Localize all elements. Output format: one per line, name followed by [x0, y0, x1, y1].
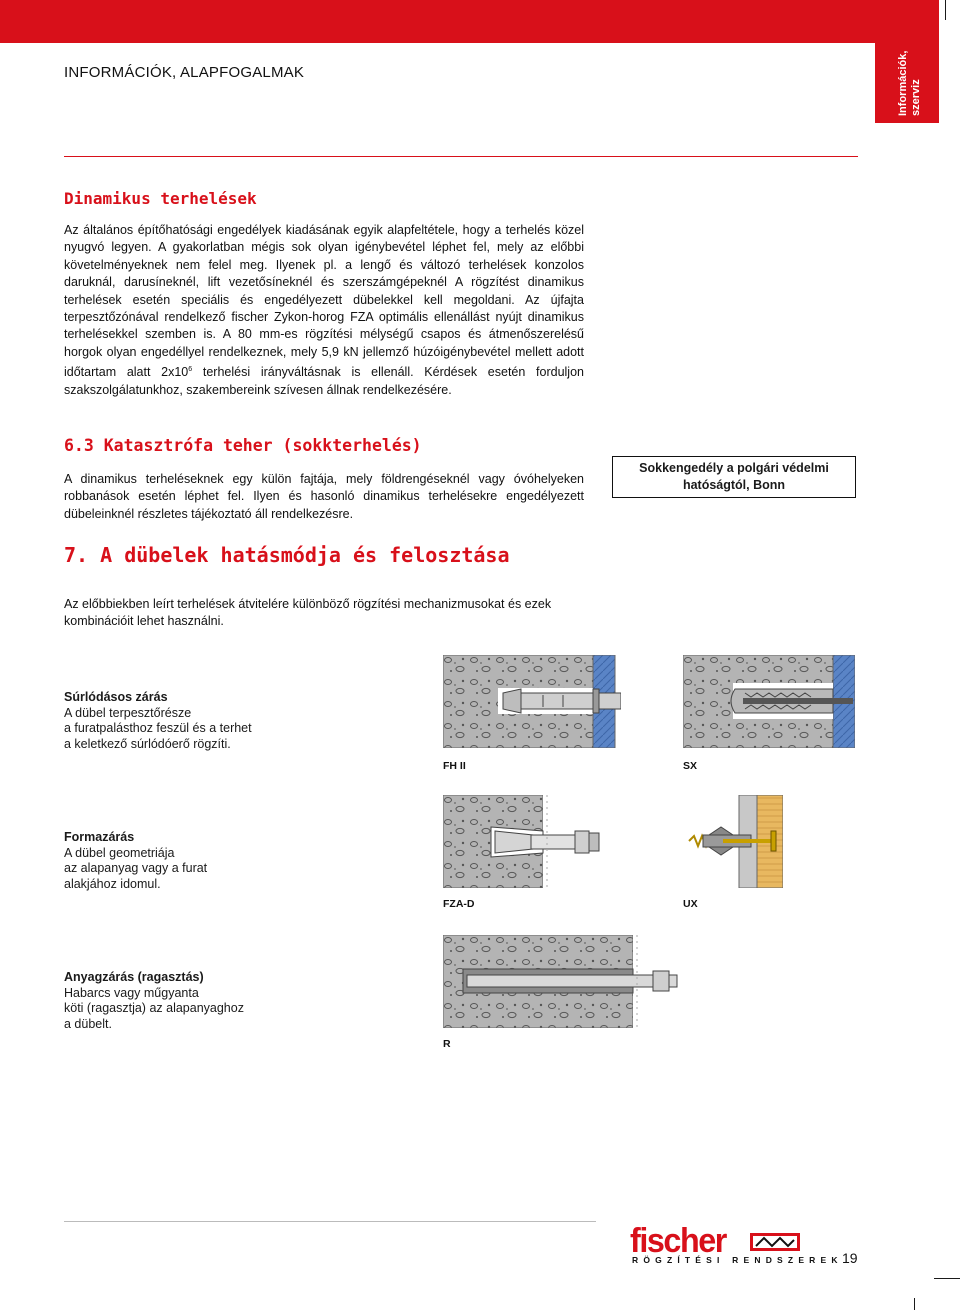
shock-approval-box: Sokkengedély a polgári védelmi hatóságtól, Bonn [612, 456, 856, 498]
figure-ux [683, 795, 783, 888]
figure-sx [683, 655, 855, 748]
figure-label-r: R [443, 1038, 451, 1050]
side-tab[interactable] [875, 0, 939, 123]
category-title: Súrlódásos zárás [64, 690, 168, 704]
figure-label-sx: SX [683, 760, 698, 772]
page-number: 19 [842, 1250, 858, 1266]
header-divider [64, 156, 858, 157]
footer-divider [64, 1221, 596, 1222]
category-material [64, 970, 244, 1032]
figure-label-fza-d: FZA-D [443, 898, 475, 910]
paragraph-6-3: A dinamikus terheléseknek egy külön fajtája, mely földrengéseknél vagy óvóhelyeken robbanások esetén léphet fel. Ilyen és hasonló dinamikus terhelésekre engedélyezett dübeleinknél részletes tájékoztató áll rendelkezésre. [64, 472, 584, 521]
page-header-title: INFORMÁCIÓK, ALAPFOGALMAK [64, 64, 305, 81]
category-title: Anyagzárás (ragasztás) [64, 970, 204, 984]
category-desc: A dübel terpesztőrésze a furatpalásthoz feszül és a terhet a keletkező súrlódóerő rögzíti. [64, 705, 252, 751]
logo-subtitle: RÖGZÍTÉSI RENDSZEREK [632, 1255, 843, 1265]
section-heading-dynamic: Dinamikus terhelések [64, 189, 257, 208]
crop-mark [914, 1298, 915, 1310]
section-heading-7: 7. A dübelek hatásmódja és felosztása [64, 543, 510, 567]
category-friction [64, 690, 252, 752]
category-desc: Habarcs vagy műgyanta köti (ragasztja) az alapanyaghoz a dübelt. [64, 985, 244, 1031]
crop-mark [945, 0, 946, 20]
figure-fh-ii [443, 655, 621, 748]
logo-wordmark: fischer [630, 1222, 726, 1260]
figure-label-ux: UX [683, 898, 698, 910]
side-tab-label: Információk, szerviz [897, 50, 922, 116]
section-heading-6-3: 6.3 Katasztrófa teher (sokkterhelés) [64, 436, 422, 455]
crop-mark [934, 1278, 960, 1279]
paragraph-7: Az előbbiekben leírt terhelések átvitelére különböző rögzítési mechanizmusokat és ezek kombinációit lehet használni. [64, 597, 552, 629]
category-desc: A dübel geometriája az alapanyag vagy a furat alakjához idomul. [64, 845, 208, 891]
figure-r [443, 935, 688, 1028]
category-title: Formazárás [64, 830, 135, 844]
logo-emblem-icon [750, 1233, 800, 1251]
paragraph-dynamic: Az általános építőhatósági engedélyek kiadásának egyik alapfeltétele, hogy a terhelés közel nyugvó legyen. A gyakorlatban mégis sok olyan igénybevétel léphet fel, mely az előbbi követelményeknek nem felel meg. Ilyenek pl. a lengő és változó terhelések konzolos daruknál, darusíneknél, lift vezetősíneknél és szerszámgépeknél A rögzítést dinamikus terhelések esetén speciális és engedélyezett dübelekkel kell megoldani. Az újfajta terpesztőzónával rendelkező fischer Zykon-horog FZA optimális ellenállást nyújt dinamikus terhelésekkel szemben is. A 80 mm-es rögzítési mélységű csapos és átmenőszerelésű horgok olyan engedéllyel rendelkeznek, mely 5,9 kN jellemző húzóigénybevétel mellett adott időtartam alatt $2x10^6$ terhelési irányváltásnak is ellenáll. Kérdések esetén forduljon szakszolgálatunkhoz, szakembereink szívesen állnak rendelkezésére. [64, 223, 584, 397]
category-form [64, 830, 207, 892]
top-red-bar [0, 0, 938, 43]
figure-label-fh-ii: FH II [443, 760, 466, 772]
figure-fza-d [443, 795, 603, 888]
